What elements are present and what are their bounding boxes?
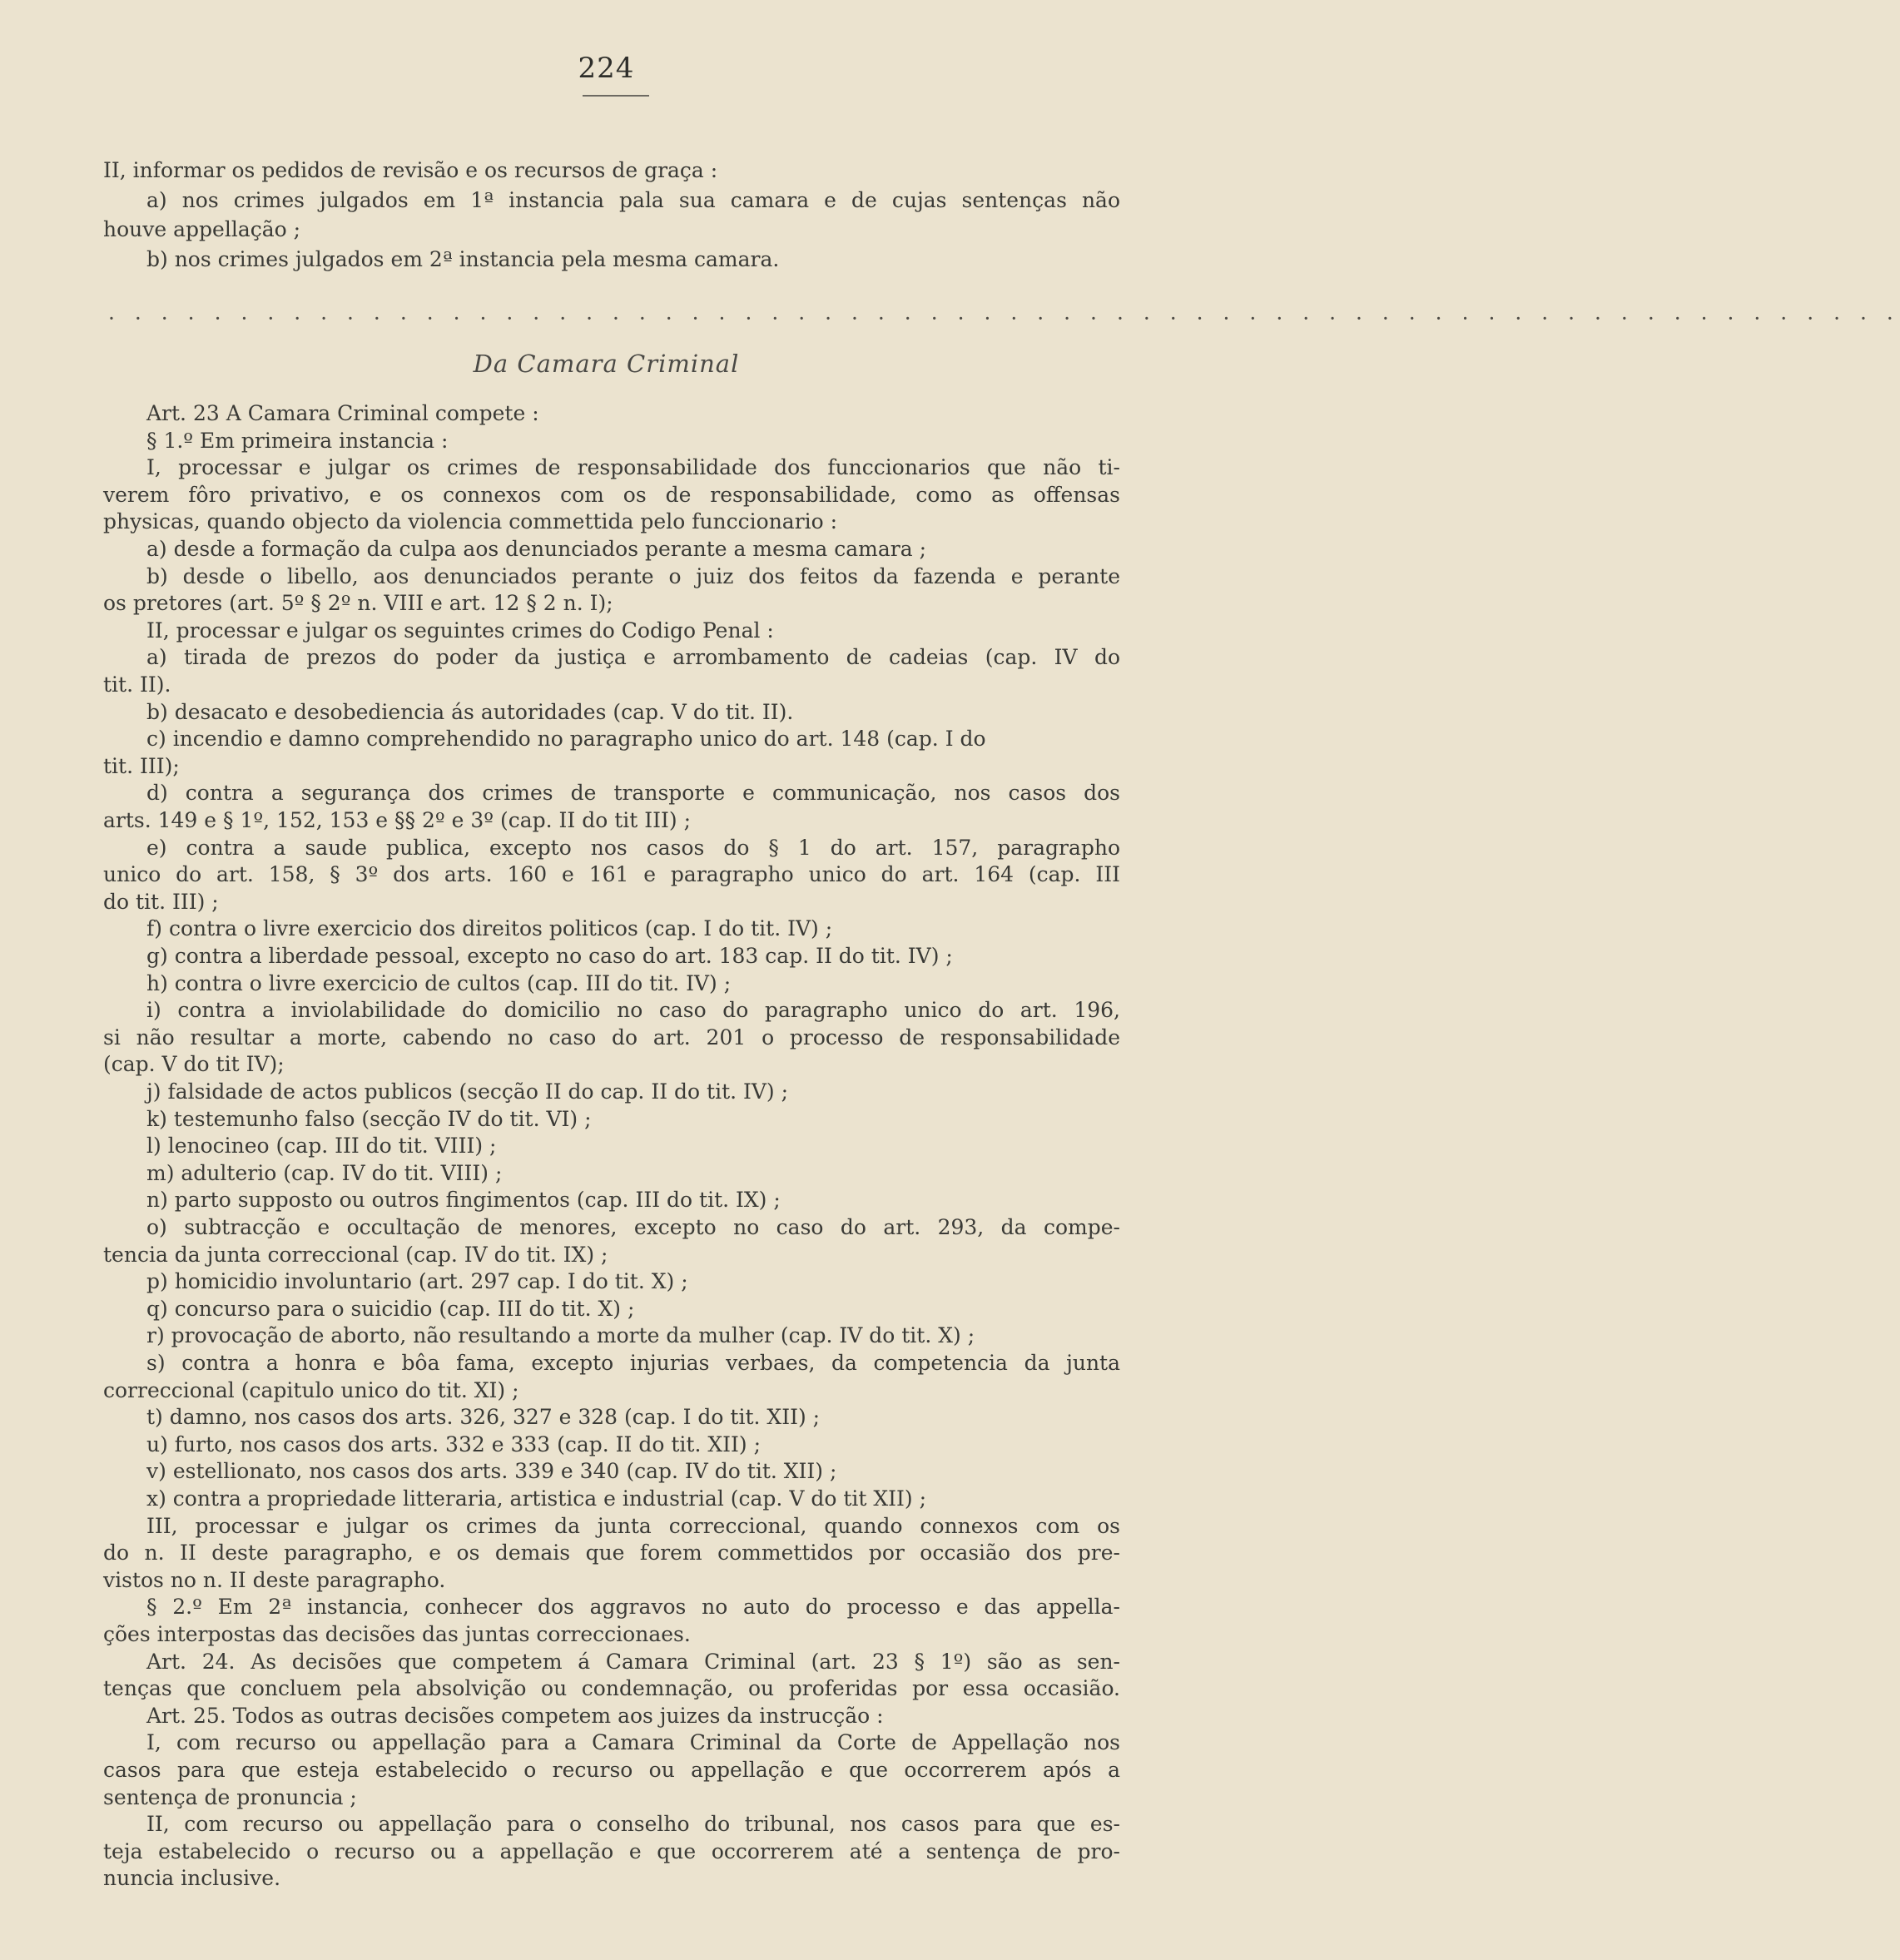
text-line: (cap. V do tit IV); [103,1052,285,1077]
text-line: f) contra o livre exercicio dos direitos politicos (cap. I do tit. IV) ; [146,916,833,941]
text-line: j) falsidade de actos publicos (secção II do cap. II do tit. IV) ; [146,1079,789,1104]
text-line: b) desde o libello, aos denunciados perante o juiz dos feitos da fazenda e perante [146,563,1120,588]
text-line: s) contra a honra e bôa fama, excepto injurias verbaes, da competencia da junta [146,1351,1120,1375]
text-line: do n. II deste paragrapho, e os demais que forem commettidos por occasião dos pre- [103,1541,1120,1566]
text-line: n) parto supposto ou outros fingimentos (cap. III do tit. IX) ; [146,1188,781,1213]
text-line: m) adulterio (cap. IV do tit. VIII) ; [146,1160,503,1185]
text-line: nuncia inclusive. [103,1866,281,1891]
text-line: Art. 25. Todos as outras decisões competem aos juizes da instrucção : [146,1703,884,1728]
text-line: o) subtracção e occultação de menores, excepto no caso do art. 293, da compe- [146,1215,1120,1239]
section-divider-dots: · · · · · · · · · · · · · · · · · · · · · · · · · · · · · · · · · · · · · · · · · · · · · · · · · · · · · · · · · · · · · · · · · · · · [108,306,1900,330]
text-line: correccional (capitulo unico do tit. XI) ; [103,1377,519,1402]
text-line: Art. 23 A Camara Criminal compete : [146,401,539,425]
text-line: II, informar os pedidos de revisão e os recursos de graça : [103,158,718,182]
text-line: tit. II). [103,672,171,697]
text-line: g) contra a liberdade pessoal, excepto no caso do art. 183 cap. II do tit. IV) ; [146,944,953,968]
text-line: houve appellação ; [103,217,301,241]
text-line: III, processar e julgar os crimes da junta correccional, quando connexos com os [146,1513,1120,1538]
text-line: tencia da junta correccional (cap. IV do tit. IX) ; [103,1242,608,1267]
text-line: i) contra a inviolabilidade do domicilio no caso do paragrapho unico do art. 196, [146,998,1120,1023]
text-line: vistos no n. II deste paragrapho. [103,1567,446,1592]
text-line: Art. 24. As decisões que competem á Camara Criminal (art. 23 § 1º) são as sen- [146,1649,1120,1674]
text-line: e) contra a saude publica, excepto nos casos do § 1 do art. 157, paragrapho [146,835,1120,860]
text-line: c) incendio e damno comprehendido no paragrapho unico do art. 148 (cap. I do [146,727,986,752]
text-line: sentença de pronuncia ; [103,1784,357,1809]
text-line: k) testemunho falso (secção IV do tit. VI) ; [146,1106,592,1131]
text-line: b) nos crimes julgados em 2ª instancia pela mesma camara. [146,246,780,271]
text-line: do tit. III) ; [103,889,219,914]
text-line: unico do art. 158, § 3º dos arts. 160 e 161 e paragrapho unico do art. 164 (cap. III [103,862,1120,887]
text-line: d) contra a segurança dos crimes de transporte e communicação, nos casos dos [146,781,1120,806]
text-line: si não resultar a morte, cabendo no caso do art. 201 o processo de responsabilidade [103,1025,1120,1049]
section-title: Da Camara Criminal [473,350,740,378]
text-line: b) desacato e desobediencia ás autoridades (cap. V do tit. II). [146,699,794,724]
text-line: a) nos crimes julgados em 1ª instancia pala sua camara e de cujas sentenças não [146,187,1120,212]
text-line: r) provocação de aborto, não resultando a morte da mulher (cap. IV do tit. X) ; [146,1323,975,1348]
text-line: q) concurso para o suicidio (cap. III do tit. X) ; [146,1296,635,1321]
text-line: p) homicidio involuntario (art. 297 cap. I do tit. X) ; [146,1269,688,1294]
text-line: a) desde a formação da culpa aos denunciados perante a mesma camara ; [146,537,926,561]
text-line: u) furto, nos casos dos arts. 332 e 333 (cap. II do tit. XII) ; [146,1432,761,1456]
text-line: t) damno, nos casos dos arts. 326, 327 e 328 (cap. I do tit. XII) ; [146,1405,821,1430]
text-line: a) tirada de prezos do poder da justiça e arrombamento de cadeias (cap. IV do [146,645,1120,670]
text-line: ções interpostas das decisões das juntas correccionaes. [103,1622,691,1646]
text-line: verem fôro privativo, e os connexos com os de responsabilidade, como as offensas [103,482,1120,507]
page-number: 224 [578,52,635,85]
text-line: physicas, quando objecto da violencia commettida pelo funccionario : [103,509,838,534]
text-line: arts. 149 e § 1º, 152, 153 e §§ 2º e 3º (cap. II do tit III) ; [103,808,691,832]
text-line: tenças que concluem pela absolvição ou condemnação, ou proferidas por essa occasião. [103,1676,1120,1701]
text-line: casos para que esteja estabelecido o recurso ou appellação e que occorrerem após a [103,1758,1120,1782]
text-line: II, processar e julgar os seguintes crimes do Codigo Penal : [146,618,774,643]
text-line: x) contra a propriedade litteraria, artistica e industrial (cap. V do tit XII) ; [146,1486,927,1511]
page-number-rule [583,95,649,97]
text-line: teja estabelecido o recurso ou a appellação e que occorrerem até a sentença de pro- [103,1838,1120,1863]
text-line: l) lenocineo (cap. III do tit. VIII) ; [146,1134,497,1159]
text-line: v) estellionato, nos casos dos arts. 339 e 340 (cap. IV do tit. XII) ; [146,1459,837,1484]
text-line: h) contra o livre exercicio de cultos (cap. III do tit. IV) ; [146,970,732,995]
text-line: II, com recurso ou appellação para o conselho do tribunal, nos casos para que es- [146,1812,1120,1837]
text-line: I, processar e julgar os crimes de responsabilidade dos funccionarios que não ti- [146,455,1120,480]
text-line: § 1.º Em primeira instancia : [146,428,449,453]
text-line: os pretores (art. 5º § 2º n. VIII e art. 12 § 2 n. I); [103,591,613,616]
text-line: tit. III); [103,753,180,778]
text-line: § 2.º Em 2ª instancia, conhecer dos aggravos no auto do processo e das appella- [146,1595,1120,1620]
text-line: I, com recurso ou appellação para a Camara Criminal da Corte de Appellação nos [146,1730,1120,1755]
